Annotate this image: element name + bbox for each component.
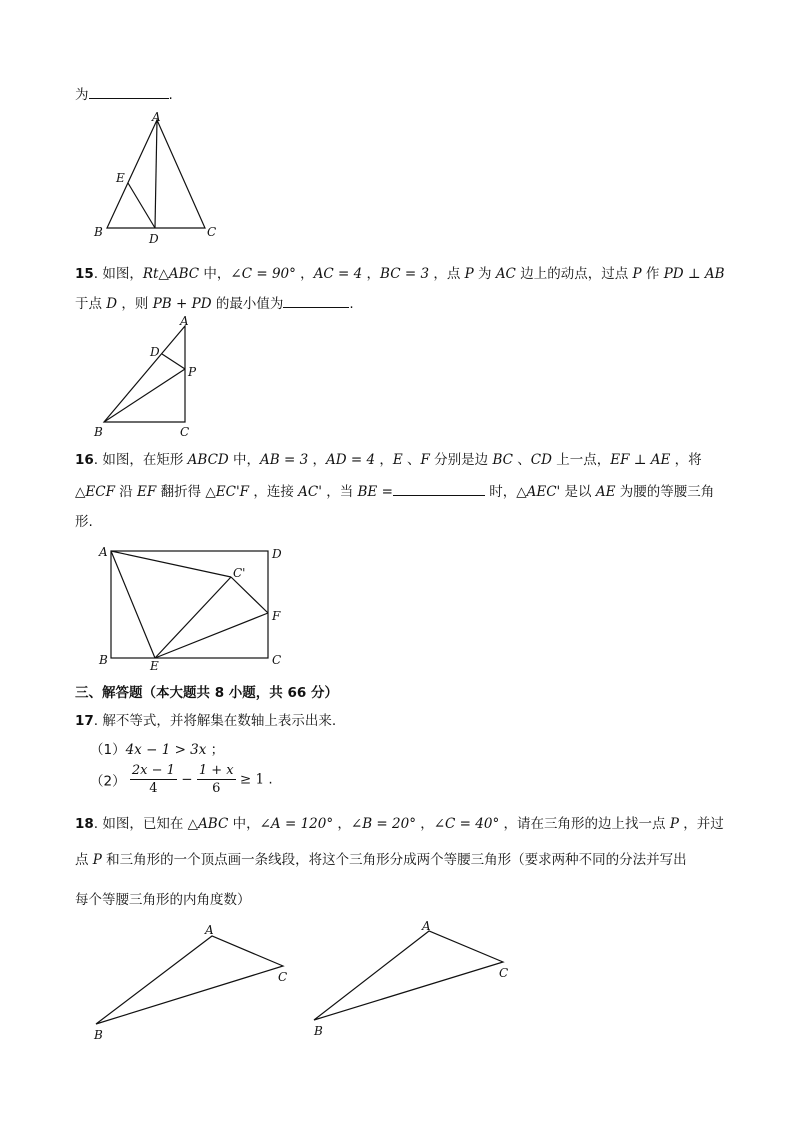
text-run: 为 xyxy=(473,266,496,282)
fig15-label-A: A xyxy=(180,314,189,328)
fig18-left-label-A: A xyxy=(205,923,214,937)
fig16-label-C-prime: C' xyxy=(233,566,246,580)
text-run: . 如图， xyxy=(93,266,143,282)
math-expression: AC' xyxy=(298,484,322,500)
fraction-2: $\frac{1 + x}{6}$ xyxy=(198,763,234,796)
text-run: ，并过 xyxy=(678,816,724,832)
math-expression: AEC' xyxy=(526,484,561,500)
math-expression: P xyxy=(669,816,679,832)
q14-text: 为 xyxy=(75,87,89,103)
math-expression: ABC xyxy=(198,816,229,832)
text-run: ， xyxy=(415,816,434,832)
text-run: ，当 xyxy=(321,484,358,500)
fig14-label-A: A xyxy=(152,110,161,124)
figure-q14 xyxy=(88,108,228,248)
math-expression: ECF xyxy=(85,484,115,500)
text-run: 、 xyxy=(402,452,421,468)
math-expression: EC'F xyxy=(215,484,250,500)
fig16-label-B: B xyxy=(99,653,108,667)
fig16-segment-AC-prime xyxy=(111,551,231,577)
text-run: △ xyxy=(75,484,86,500)
math-expression: AE xyxy=(595,484,616,500)
figure-q15 xyxy=(90,312,210,440)
text-run: 、 xyxy=(513,452,531,468)
math-expression: P xyxy=(632,266,642,282)
math-expression: P xyxy=(92,852,102,868)
text-run: . 如图，已知在 xyxy=(93,816,188,832)
text-run: ， xyxy=(375,452,393,468)
fig16-label-F: F xyxy=(272,609,281,623)
text-run: 边上的动点，过点 xyxy=(515,266,633,282)
q18-line1: 18. 如图，已知在 △ABC 中，∠A = 120° ，∠B = 20° ，∠C = 40° ，请在三角形的边上找一点 P ，并过 xyxy=(75,816,724,832)
math-expression: ∠C = 40° xyxy=(433,816,500,832)
answer-blank[interactable] xyxy=(393,483,485,496)
q17-part2: （2） $\frac{2x - 1}{4}$ − $\frac{1 + x}{6}$ ≥ 1 . xyxy=(90,763,273,796)
math-expression: AD = 4 xyxy=(326,452,376,468)
text-run: 中， xyxy=(228,452,261,468)
math-expression: ∠A = 120° xyxy=(259,816,334,832)
figure-q16 xyxy=(92,540,292,670)
math-expression: ∠C = 90° xyxy=(230,266,296,282)
fig15-label-C: C xyxy=(180,425,190,439)
fig18-right-label-B: B xyxy=(314,1024,323,1038)
text-run: ， xyxy=(362,266,381,282)
text-run: 作 xyxy=(641,266,664,282)
text-run: ，连接 xyxy=(249,484,299,500)
fig18-triangle-right xyxy=(314,931,503,1020)
math-expression: EF ⊥ AE xyxy=(610,452,671,468)
fig15-label-D: D xyxy=(150,345,160,359)
q16-line3: 形. xyxy=(75,514,93,530)
fig16-label-E: E xyxy=(150,659,159,670)
math-expression: P xyxy=(464,266,474,282)
fig16-segment-AE xyxy=(111,551,155,658)
fig14-label-C: C xyxy=(207,225,217,239)
text-run: 为腰的等腰三角 xyxy=(615,484,715,500)
q15-line1: 15. 如图，Rt△ABC 中，∠C = 90° ，AC = 4 ，BC = 3 ，点 P 为 AC 边上的动点，过点 P 作 PD ⊥ AB xyxy=(75,266,725,282)
fig16-segment-C-prime-F xyxy=(231,577,268,613)
section-title: 三、解答题（本大题共 8 小题，共 66 分） xyxy=(75,685,338,701)
text-run: △ xyxy=(187,816,199,832)
text-run: 分别是边 xyxy=(429,452,493,468)
math-expression: AB = 3 xyxy=(260,452,309,468)
q18-line2 xyxy=(75,848,687,868)
text-run: ，请在三角形的边上找一点 xyxy=(499,816,670,832)
math-expression: F xyxy=(420,452,430,468)
text-run: 上一点， xyxy=(551,452,611,468)
math-expression: ∠B = 20° xyxy=(350,816,416,832)
text-run: 中， xyxy=(199,266,231,282)
fig15-segment-PD xyxy=(162,354,185,369)
q18-line3: 每个等腰三角形的内角度数） xyxy=(75,892,251,908)
fig18-right-label-A: A xyxy=(422,919,431,933)
fig14-label-D: D xyxy=(149,232,159,246)
q16-line2 xyxy=(75,480,714,500)
text-run: △ xyxy=(158,266,169,282)
fig16-label-D: D xyxy=(272,547,282,561)
fig18-left-label-B: B xyxy=(94,1028,103,1042)
text-run: 翻折得 xyxy=(156,484,206,500)
math-expression: EF xyxy=(137,484,157,500)
text-run: 和三角形的一个顶点画一条线段，将这个三角形分成两个等腰三角形（要求两种不同的分法并写出 xyxy=(101,852,687,868)
fig15-segment-PB xyxy=(104,369,185,422)
text-run: 中， xyxy=(228,816,260,832)
fig15-label-B: B xyxy=(94,425,103,439)
text-run: . 如图，在矩形 xyxy=(93,452,188,468)
text-run: 沿 xyxy=(114,484,138,500)
q16-line1: 16. 如图，在矩形 ABCD 中，AB = 3 ，AD = 4 ，E 、F 分别是边 BC 、CD 上一点，EF ⊥ AE ，将 xyxy=(75,452,702,468)
text-run: △ xyxy=(205,484,216,500)
math-expression: ABCD xyxy=(187,452,229,468)
fig18-left-label-C: C xyxy=(278,970,288,984)
fig14-segment-AD xyxy=(155,120,157,228)
fig16-label-A: A xyxy=(99,545,108,559)
math-expression: AC = 4 xyxy=(313,266,363,282)
fig14-label-B: B xyxy=(94,225,103,239)
fraction-1: $\frac{2x - 1}{4}$ xyxy=(131,763,175,796)
text-run: ， xyxy=(308,452,326,468)
text-run: △ xyxy=(516,484,527,500)
fig15-triangle xyxy=(104,326,185,422)
text-run: 于点 xyxy=(75,296,107,312)
math-expression: PB + PD xyxy=(152,296,212,312)
fig16-segment-EC-prime xyxy=(155,577,231,658)
math-expression: Rt xyxy=(142,266,159,282)
q17-part1: （1）4x − 1 > 3x ； xyxy=(90,742,225,758)
fig18-right-label-C: C xyxy=(499,966,509,980)
text-run: 点 xyxy=(75,852,93,868)
text-run: 的最小值为 xyxy=(211,296,284,312)
math-expression: BE = xyxy=(357,484,393,500)
fig15-label-P: P xyxy=(188,365,197,379)
text-run: ，点 xyxy=(429,266,465,282)
math-expression: AC xyxy=(495,266,516,282)
q17-stem: 17. 解不等式，并将解集在数轴上表示出来. xyxy=(75,713,337,729)
figure-q18 xyxy=(88,915,528,1045)
text-run: ， xyxy=(333,816,351,832)
answer-blank[interactable] xyxy=(89,86,169,99)
text-run: 是以 xyxy=(560,484,596,500)
text-run: 时， xyxy=(484,484,517,500)
fig18-triangle-left xyxy=(96,936,283,1024)
math-expression: ABC xyxy=(168,266,200,282)
math-expression: CD xyxy=(530,452,552,468)
q17-inequality-1: 4x − 1 > 3x xyxy=(125,742,207,758)
text-run: ，则 xyxy=(117,296,153,312)
math-expression: E xyxy=(392,452,403,468)
math-expression: D xyxy=(106,296,118,312)
fig16-segment-EF xyxy=(155,613,268,658)
math-expression: BC xyxy=(492,452,513,468)
q14-tail: 为 . xyxy=(75,87,173,103)
fig14-segment-ED xyxy=(128,183,155,228)
math-expression: PD ⊥ AB xyxy=(663,266,725,282)
text-run: ， xyxy=(295,266,314,282)
text-run: ，将 xyxy=(670,452,702,468)
q15-line2: 于点 D ，则 PB + PD 的最小值为 . xyxy=(75,296,354,312)
fig14-label-E: E xyxy=(116,171,125,185)
fig16-label-C: C xyxy=(272,653,282,667)
math-expression: BC = 3 xyxy=(380,266,430,282)
answer-blank[interactable] xyxy=(283,295,349,308)
